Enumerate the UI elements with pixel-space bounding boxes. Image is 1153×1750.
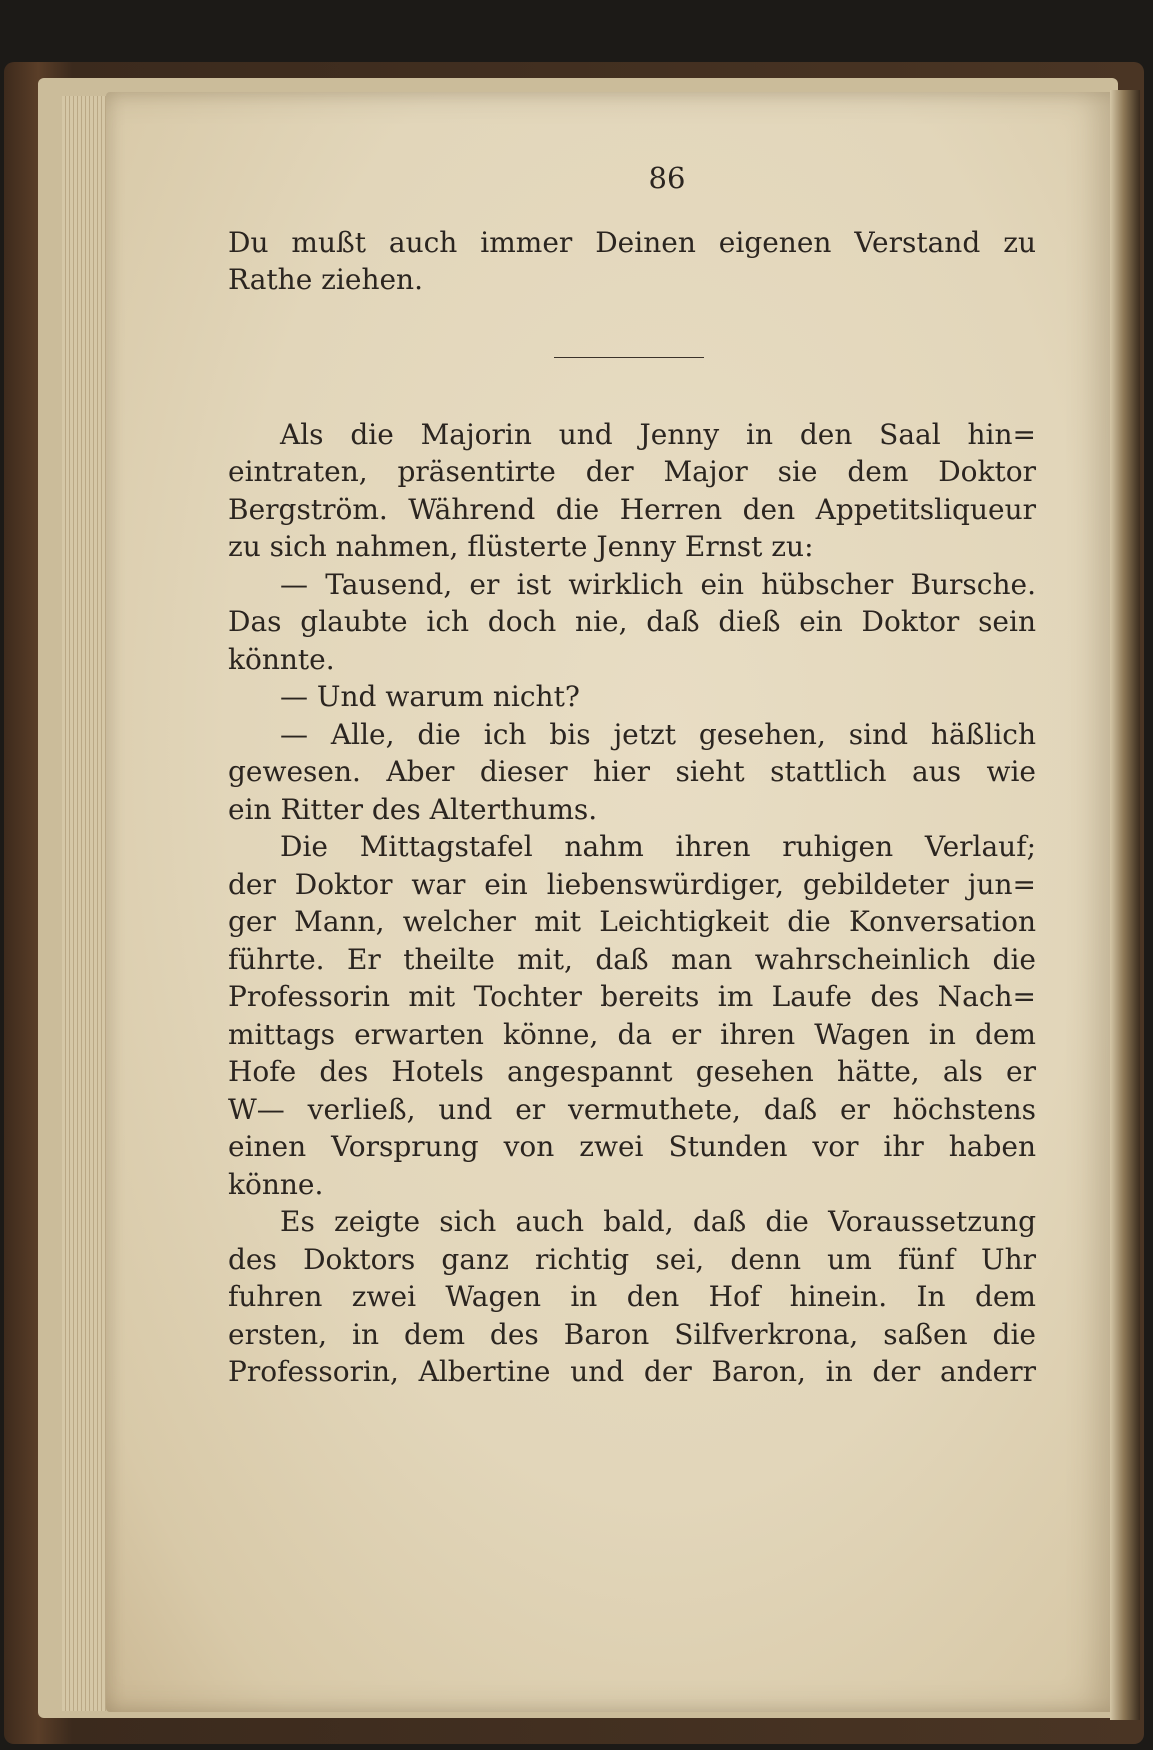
text-line: ein Ritter des Alterthums. [228,792,598,826]
text-line: eintraten, präsentirte der Major sie dem Doktor [228,455,1036,488]
text-line: Professorin, Albertine und der Baron, in der anderr [228,1355,1036,1388]
page-edges [62,96,106,1711]
text-line: Rathe ziehen. [228,263,423,296]
page-text [228,160,1036,1391]
text-line: zu sich nahmen, flüsterte Jenny Ernst zu: [228,530,814,563]
book-gutter [1110,90,1140,1720]
text-line: Professorin mit Tochter bereits im Laufe des Nach= [228,980,1036,1013]
text-line: — Und warum nicht? [280,680,580,713]
text-line: der Doktor war ein liebenswürdiger, gebildeter jun= [228,867,1036,901]
text-line: Hofe des Hotels angespannt gesehen hätte, als er [228,1055,1036,1088]
text-line: — Tausend, er ist wirklich ein hübscher Bursche. [280,567,1036,601]
text-line: Es zeigte sich auch bald, daß die Voraussetzung [280,1205,1036,1238]
text-line: mittags erwarten könne, da er ihren Wagen in dem [228,1017,1036,1051]
text-line: des Doktors ganz richtig sei, denn um fünf Uhr [228,1242,1036,1276]
text-line: Du mußt auch immer Deinen eigenen Verstand zu [228,225,1036,259]
text-line: könnte. [228,642,335,676]
section-divider [554,357,704,358]
text-line: — Alle, die ich bis jetzt gesehen, sind häßlich [280,717,1036,751]
text-line: W— verließ, und er vermuthete, daß er höchstens [228,1092,1036,1126]
text-line: ersten, in dem des Baron Silfverkrona, saßen die [228,1317,1036,1351]
text-line: einen Vorsprung von zwei Stunden vor ihr haben [228,1130,1036,1163]
text-line: könne. [228,1167,324,1201]
text-line: Als die Majorin und Jenny in den Saal hin= [280,417,1036,451]
text-line: Das glaubte ich doch nie, daß dieß ein Doktor sein [228,605,1036,638]
text-line: führte. Er theilte mit, daß man wahrscheinlich die [228,942,1036,976]
text-line: ger Mann, welcher mit Leichtigkeit die Konversation [228,905,1036,938]
text-line: gewesen. Aber dieser hier sieht stattlich aus wie [228,755,1036,788]
text-line: fuhren zwei Wagen in den Hof hinein. In dem [228,1280,1036,1313]
text-line: Die Mittagstafel nahm ihren ruhigen Verlauf; [280,830,1036,863]
text-line: Bergström. Während die Herren den Appetitsliqueur [228,492,1036,526]
page-number: 86 [648,161,686,195]
